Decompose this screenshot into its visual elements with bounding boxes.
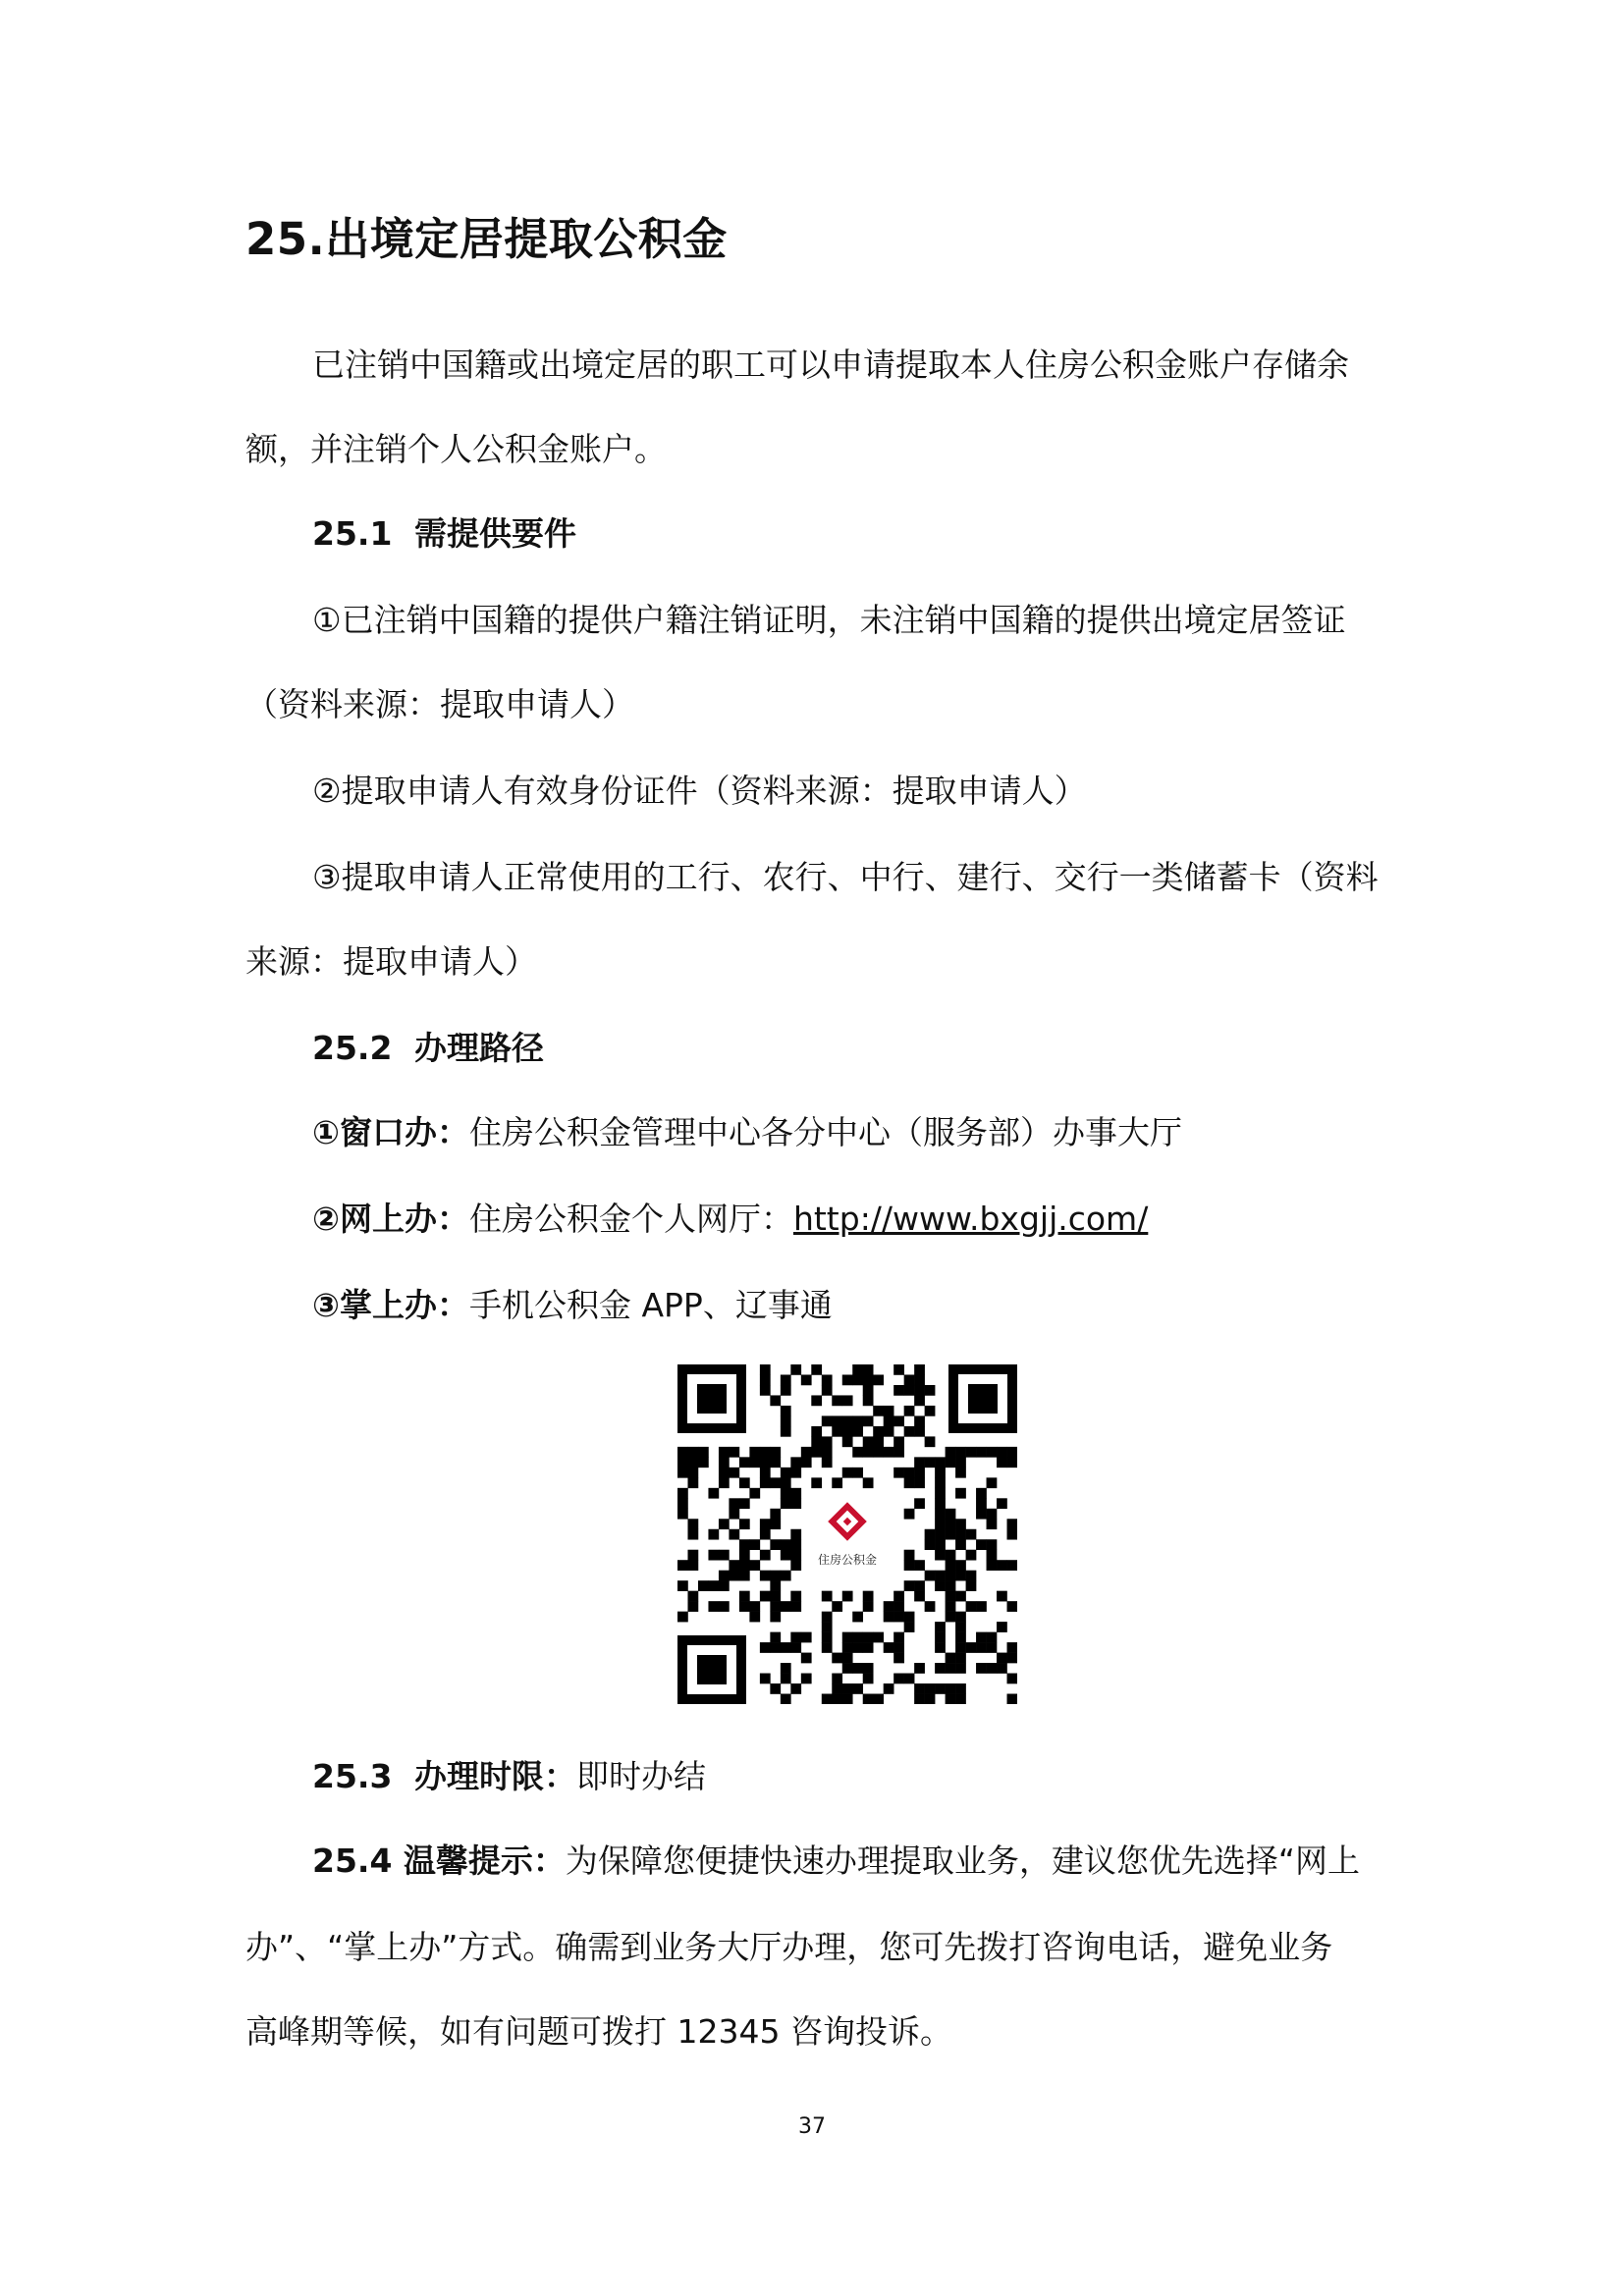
- tips-line-1: [312, 1838, 1360, 1885]
- channel-text: 手机公积金 APP、辽事通: [468, 1286, 833, 1324]
- tips-text: 为保障您便捷快速办理提取业务，建议您优先选择“网上: [565, 1842, 1361, 1880]
- channel-label: ②网上办：: [312, 1200, 469, 1238]
- channel-text: 住房公积金个人网厅：: [468, 1200, 793, 1238]
- channel-label: ③掌上办：: [312, 1286, 469, 1324]
- requirement-item-3-line-2: 来源：提取申请人）: [245, 942, 537, 981]
- requirement-item-2: ②提取申请人有效身份证件（资料来源：提取申请人）: [312, 772, 1087, 810]
- channel-window: [312, 1109, 1182, 1156]
- page-number: 37: [798, 2114, 826, 2139]
- section-heading-channels: [312, 1025, 544, 1072]
- channel-mobile: [312, 1282, 833, 1329]
- section-heading-text: 办理时限：: [414, 1757, 576, 1795]
- intro-line-2: 额，并注销个人公积金账户。: [245, 430, 667, 468]
- tips-label: 25.4 温馨提示：: [312, 1842, 566, 1880]
- qr-code: [677, 1364, 1017, 1704]
- section-heading-text: 需提供要件: [414, 514, 576, 553]
- section-number: 25.1: [312, 514, 393, 553]
- section-heading-text: 办理路径: [414, 1029, 544, 1067]
- processing-time: [312, 1753, 706, 1800]
- page-title: 25.出境定居提取公积金: [245, 213, 728, 265]
- requirement-item-1-line-1: ①已注销中国籍的提供户籍注销证明，未注销中国籍的提供出境定居签证: [312, 601, 1346, 639]
- website-link[interactable]: http://www.bxgjj.com/: [792, 1200, 1149, 1238]
- channel-label: ①窗口办：: [312, 1113, 469, 1151]
- qr-code-image: [677, 1364, 1017, 1704]
- requirement-item-1-line-2: （资料来源：提取申请人）: [245, 685, 634, 723]
- section-heading-requirements: [312, 510, 576, 558]
- tips-line-3: 高峰期等候，如有问题可拨打 12345 咨询投诉。: [245, 2012, 952, 2051]
- tips-line-2: 办”、“掌上办”方式。确需到业务大厅办理，您可先拨打咨询电话，避免业务: [245, 1928, 1333, 1966]
- channel-online: [312, 1196, 1148, 1243]
- qr-center-logo: [803, 1490, 892, 1578]
- section-number: 25.2: [312, 1029, 393, 1067]
- intro-line-1: 已注销中国籍或出境定居的职工可以申请提取本人住房公积金账户存储余: [312, 346, 1349, 384]
- section-heading-time: [312, 1757, 576, 1795]
- processing-time-value: 即时办结: [576, 1757, 706, 1795]
- channel-text: 住房公积金管理中心各分中心（服务部）办事大厅: [468, 1113, 1182, 1151]
- qr-logo-text: 住房公积金: [817, 1553, 878, 1567]
- section-number: 25.3: [312, 1757, 393, 1795]
- requirement-item-3-line-1: ③提取申请人正常使用的工行、农行、中行、建行、交行一类储蓄卡（资料: [312, 858, 1379, 896]
